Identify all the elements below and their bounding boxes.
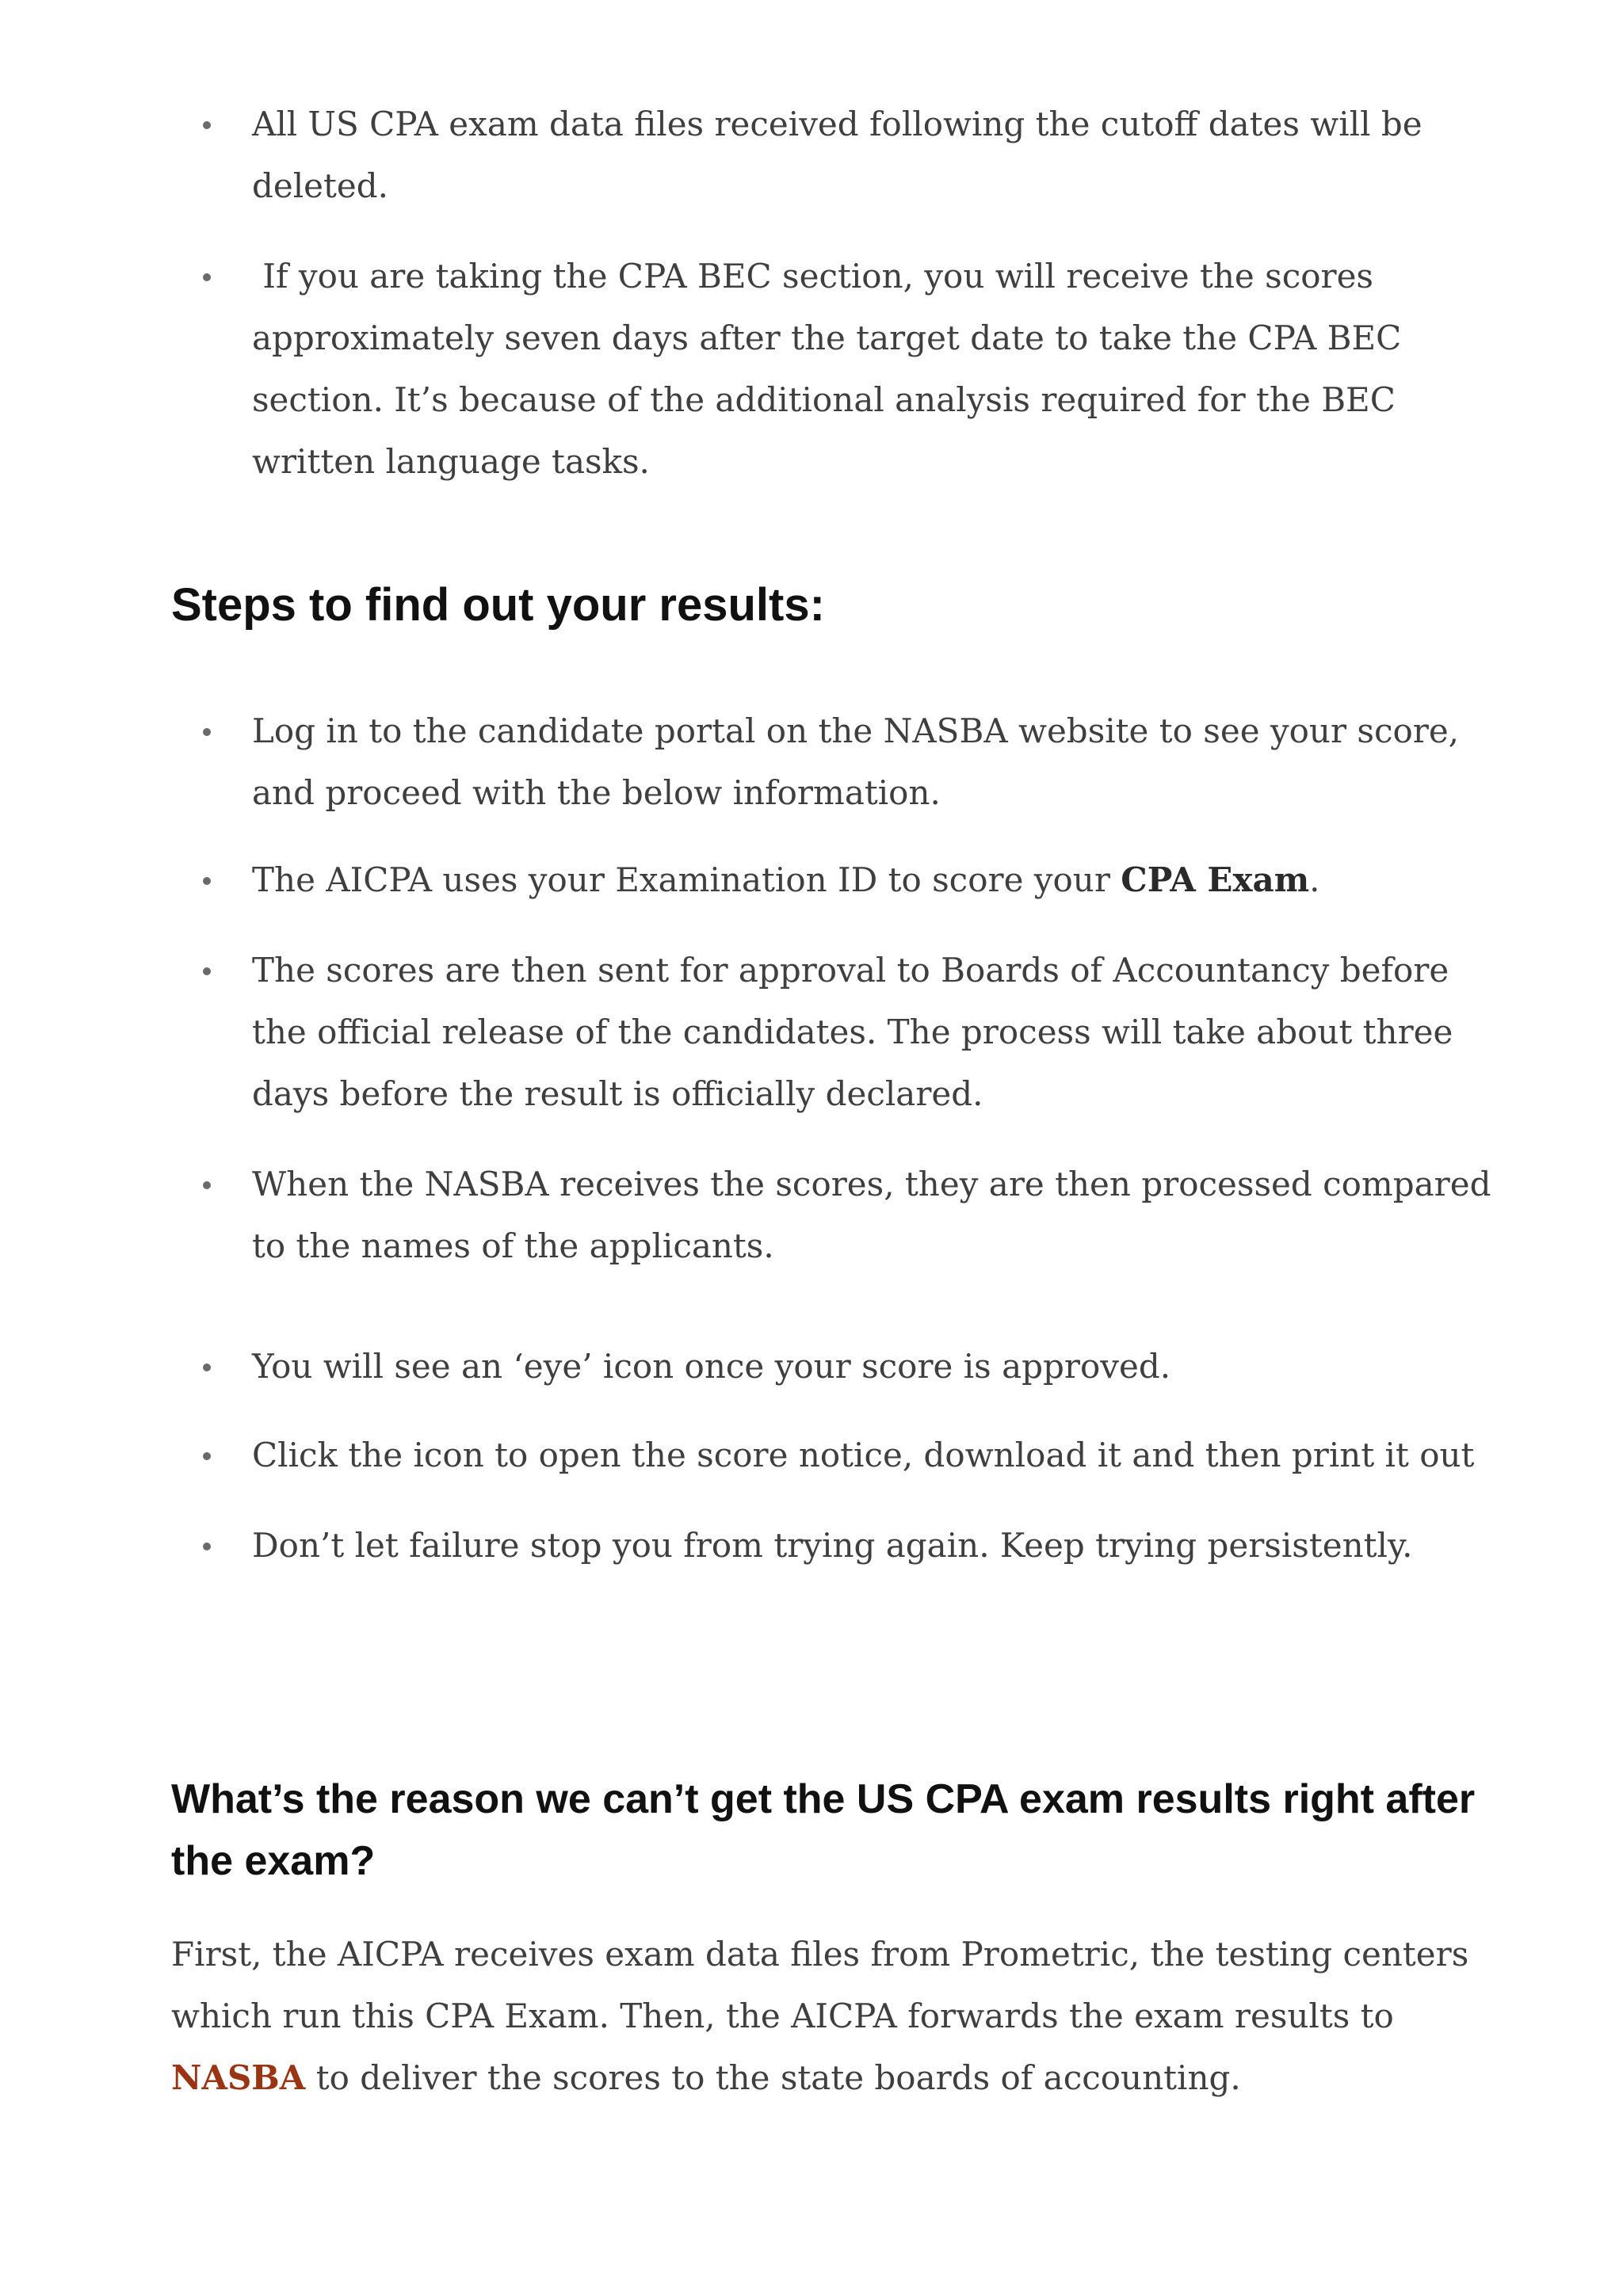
list-item-text: When the NASBA receives the scores, they are then processed compared to the names of the applicants.: [252, 1165, 1491, 1265]
list-item: [171, 849, 1510, 911]
list-item-text-part: The AICPA uses your Examination ID to score your: [252, 860, 1121, 899]
list-item: [171, 940, 1510, 1125]
list-item: [171, 1154, 1510, 1277]
steps-bullet-list: [171, 700, 1510, 1277]
reason-heading: What’s the reason we can’t get the US CPA exam results right after the exam?: [171, 1776, 1476, 1884]
intro-bullet-list: [171, 93, 1510, 493]
paragraph-text: First, the AICPA receives exam data files from Prometric, the testing centers which run this CPA Exam. Then, the AICPA forwards the exam results to: [171, 1935, 1469, 2035]
bullet-dot: [203, 1363, 211, 1371]
list-item-text-part: .: [1309, 860, 1320, 899]
list-item: [171, 93, 1510, 217]
bullet-dot: [203, 273, 211, 281]
list-item: [171, 246, 1510, 493]
list-item-text: The scores are then sent for approval to Boards of Accountancy before the official release of the candidates. The process will take about three days before the result is officially declared.: [252, 951, 1453, 1113]
list-item-text: You will see an ‘eye’ icon once your score is approved.: [252, 1347, 1171, 1386]
list-item-text: Don’t let failure stop you from trying again. Keep trying persistently.: [252, 1526, 1413, 1565]
list-item-text: All US CPA exam data files received following the cutoff dates will be deleted.: [252, 105, 1423, 205]
steps-heading: Steps to find out your results:: [171, 579, 825, 631]
bullet-dot: [203, 877, 211, 885]
list-item: [171, 1515, 1510, 1577]
list-item-text: Log in to the candidate portal on the NASBA website to see your score, and proceed with the below information.: [252, 711, 1460, 812]
list-item: [171, 700, 1510, 824]
list-item-text: If you are taking the CPA BEC section, you will receive the scores approximately seven days after the target date to take the CPA BEC section. It’s because of the additional analysis required for the BEC written language tasks.: [252, 257, 1412, 481]
bullet-dot: [203, 1543, 211, 1550]
list-item: [171, 1336, 1510, 1398]
bullet-dot: [203, 1181, 211, 1189]
steps-bullet-list-continued: [171, 1336, 1510, 1577]
bullet-dot: [203, 967, 211, 975]
paragraph-text: to deliver the scores to the state boards of accounting.: [305, 2058, 1241, 2097]
list-item-text: Click the icon to open the score notice, download it and then print it out: [252, 1436, 1475, 1474]
nasba-link[interactable]: NASBA: [171, 2058, 306, 2097]
list-item-text: [252, 860, 1320, 899]
bullet-dot: [203, 728, 211, 736]
reason-paragraph: [171, 1924, 1510, 2109]
bullet-dot: [203, 1452, 211, 1460]
cpa-exam-emphasis: CPA Exam: [1121, 860, 1310, 899]
bullet-dot: [203, 121, 211, 129]
list-item: [171, 1425, 1510, 1486]
